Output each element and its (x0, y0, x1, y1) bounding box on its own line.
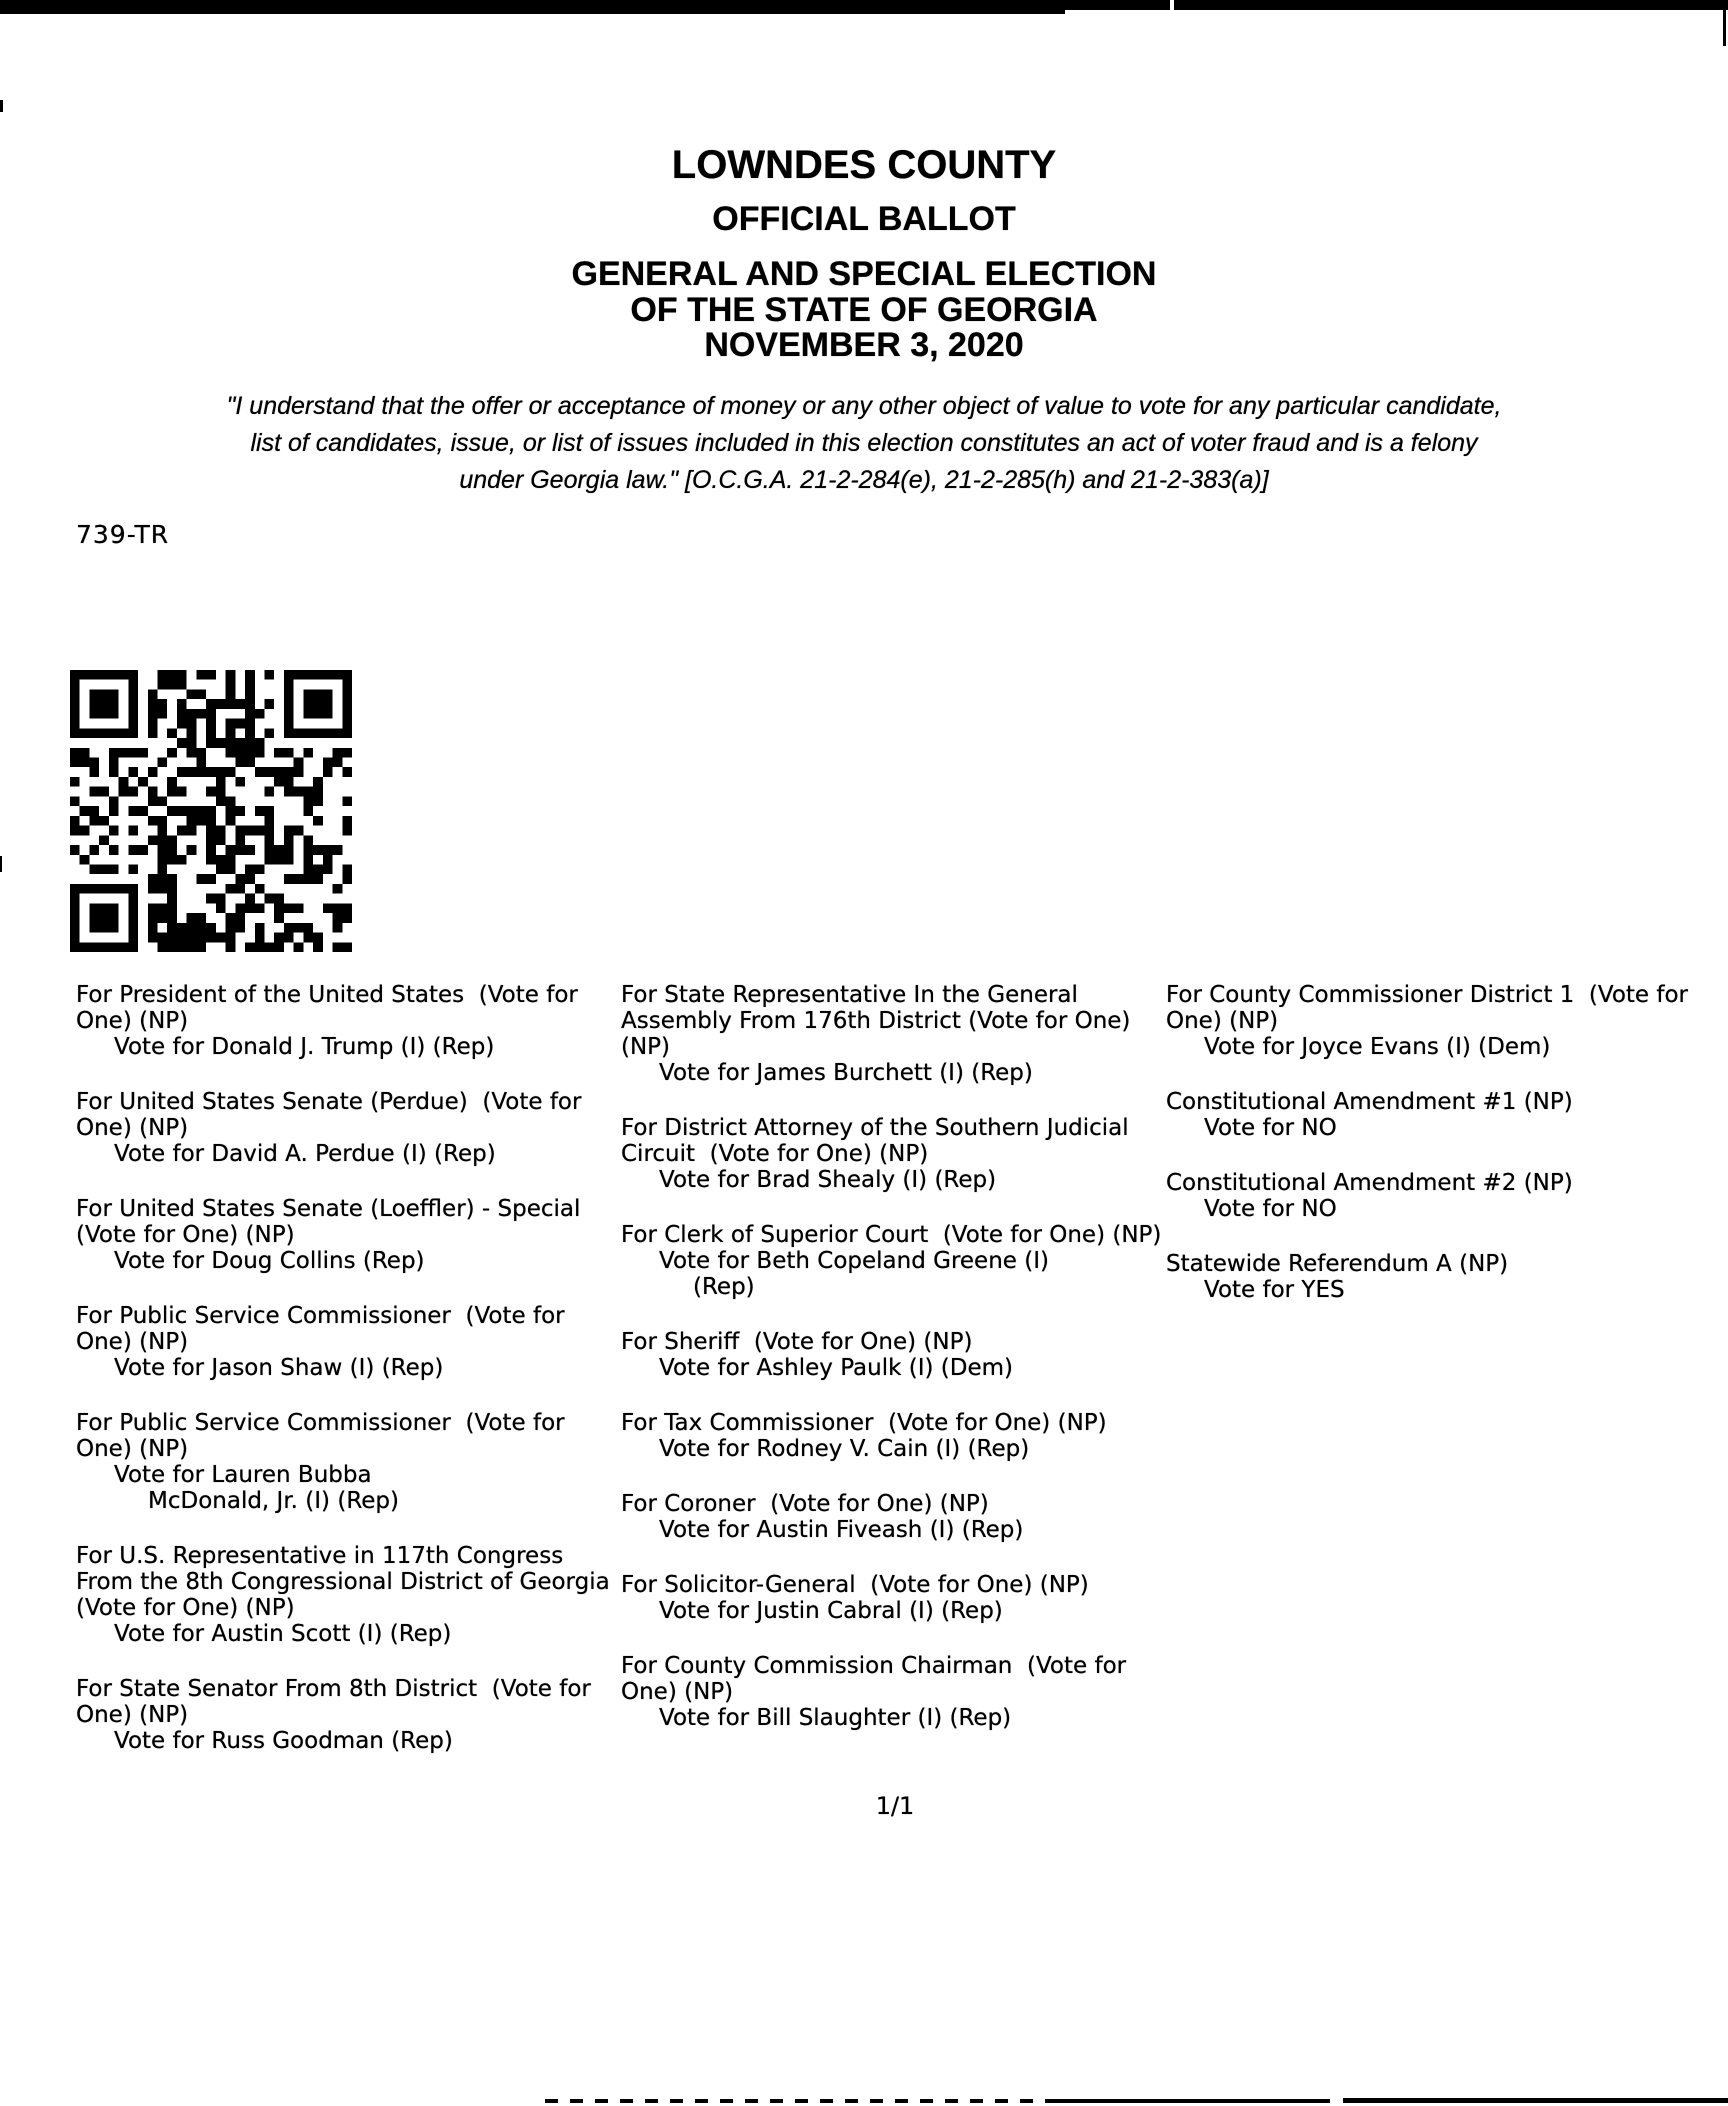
race-selection: Vote for Lauren Bubba McDonald, Jr. (I) (Rep) (114, 1462, 399, 1514)
scan-artifact-right-tick (1723, 0, 1726, 46)
precinct-code: 739-TR (76, 520, 170, 549)
scan-artifact-left-tick (0, 100, 3, 112)
voter-fraud-disclaimer (0, 388, 1728, 499)
race-selection: Vote for Beth Copeland Greene (I) (Rep) (659, 1248, 1057, 1300)
ballot-column-1 (76, 982, 620, 1783)
race-title: Constitutional Amendment #1 (NP) (1166, 1089, 1573, 1115)
race-selection: Vote for James Burchett (I) (Rep) (659, 1060, 1033, 1086)
race-selection: Vote for Ashley Paulk (I) (Dem) (659, 1355, 1013, 1381)
race-president (76, 982, 620, 1060)
race-selection: Vote for Russ Goodman (Rep) (114, 1728, 453, 1754)
disclaimer-line: list of candidates, issue, or list of issues included in this election constitutes an act of voter fraud and is a felony (250, 429, 1478, 457)
race-selection: Vote for Donald J. Trump (I) (Rep) (114, 1034, 495, 1060)
race-solicitor-general (621, 1572, 1165, 1624)
ballot-column-3 (1166, 982, 1728, 1332)
race-selection: Vote for Austin Scott (I) (Rep) (114, 1621, 452, 1647)
race-title: For Coroner (Vote for One) (NP) (621, 1491, 989, 1517)
race-county-commission-chairman (621, 1653, 1165, 1731)
race-title: For Public Service Commissioner (Vote for One) (NP) (76, 1303, 572, 1355)
race-selection: Vote for Justin Cabral (I) (Rep) (659, 1598, 1003, 1624)
race-coroner (621, 1491, 1165, 1543)
ballot-type-title: OFFICIAL BALLOT (712, 200, 1016, 238)
race-us-representative (76, 1543, 620, 1647)
ballot-column-2 (621, 982, 1165, 1760)
race-selection: Vote for Bill Slaughter (I) (Rep) (659, 1705, 1012, 1731)
race-selection: Vote for YES (1204, 1277, 1345, 1303)
scan-artifact-top-bar-gap (1170, 0, 1174, 10)
race-title: For State Representative In the General Assembly From 176th District (Vote for One) (NP) (621, 982, 1138, 1060)
race-selection: Vote for NO (1204, 1196, 1337, 1222)
race-selection: Vote for Rodney V. Cain (I) (Rep) (659, 1436, 1030, 1462)
race-title: For Public Service Commissioner (Vote for One) (NP) (76, 1410, 572, 1462)
race-title: For U.S. Representative in 117th Congress From the 8th Congressional District of Georgia (Vote for One) (NP) (76, 1543, 617, 1621)
race-selection: Vote for David A. Perdue (I) (Rep) (114, 1141, 496, 1167)
page-number: 1/1 (875, 1792, 915, 1820)
race-title: For Solicitor-General (Vote for One) (NP) (621, 1572, 1089, 1598)
race-selection: Vote for Brad Shealy (I) (Rep) (659, 1167, 997, 1193)
race-state-senator (76, 1676, 620, 1754)
race-title: For Sheriff (Vote for One) (NP) (621, 1329, 973, 1355)
race-title: Statewide Referendum A (NP) (1166, 1251, 1509, 1277)
election-date: NOVEMBER 3, 2020 (704, 326, 1024, 364)
race-title: For County Commission Chairman (Vote for One) (NP) (621, 1653, 1134, 1705)
race-constitutional-amendment-2 (1166, 1170, 1728, 1222)
race-title: Constitutional Amendment #2 (NP) (1166, 1170, 1573, 1196)
race-title: For District Attorney of the Southern Judicial Circuit (Vote for One) (NP) (621, 1115, 1136, 1167)
race-selection: Vote for Joyce Evans (I) (Dem) (1204, 1034, 1551, 1060)
scan-artifact-bottom-line (1343, 2098, 1728, 2103)
scan-artifact-left-tick (0, 856, 2, 872)
race-selection: Vote for Austin Fiveash (I) (Rep) (659, 1517, 1024, 1543)
race-title: For Tax Commissioner (Vote for One) (NP) (621, 1410, 1107, 1436)
scan-artifact-top-bar-left (0, 0, 1065, 14)
race-clerk-superior-court (621, 1222, 1165, 1300)
race-tax-commissioner (621, 1410, 1165, 1462)
race-selection: Vote for Jason Shaw (I) (Rep) (114, 1355, 444, 1381)
county-title: LOWNDES COUNTY (671, 143, 1057, 187)
race-statewide-referendum-a (1166, 1251, 1728, 1303)
scan-artifact-bottom-dashes (545, 2099, 1055, 2103)
race-county-commissioner-district-1 (1166, 982, 1728, 1060)
race-us-senate-perdue (76, 1089, 620, 1167)
race-title: For State Senator From 8th District (Vote for One) (NP) (76, 1676, 599, 1728)
race-district-attorney (621, 1115, 1165, 1193)
race-title: For Clerk of Superior Court (Vote for One) (NP) (621, 1222, 1162, 1248)
race-title: For United States Senate (Perdue) (Vote for One) (NP) (76, 1089, 589, 1141)
race-constitutional-amendment-1 (1166, 1089, 1728, 1141)
race-public-service-commissioner-1 (76, 1303, 620, 1381)
ballot-qr-code-icon (70, 670, 352, 952)
race-selection: Vote for Doug Collins (Rep) (114, 1248, 425, 1274)
race-title: For County Commissioner District 1 (Vote for One) (NP) (1166, 982, 1696, 1034)
race-state-representative (621, 982, 1165, 1086)
race-sheriff (621, 1329, 1165, 1381)
scan-artifact-bottom-line (1055, 2099, 1330, 2103)
election-title-line1: GENERAL AND SPECIAL ELECTION (571, 255, 1157, 293)
race-title: For President of the United States (Vote for One) (NP) (76, 982, 586, 1034)
race-selection: Vote for NO (1204, 1115, 1337, 1141)
election-title-line2: OF THE STATE OF GEORGIA (630, 291, 1098, 329)
race-title: For United States Senate (Loeffler) - Special (Vote for One) (NP) (76, 1196, 596, 1248)
race-us-senate-loeffler-special (76, 1196, 620, 1274)
race-public-service-commissioner-2 (76, 1410, 620, 1514)
disclaimer-line: "I understand that the offer or acceptance of money or any other object of value to vote for any particular candidate, (226, 392, 1502, 420)
disclaimer-line: under Georgia law." [O.C.G.A. 21-2-284(e), 21-2-285(h) and 21-2-383(a)] (459, 466, 1269, 494)
